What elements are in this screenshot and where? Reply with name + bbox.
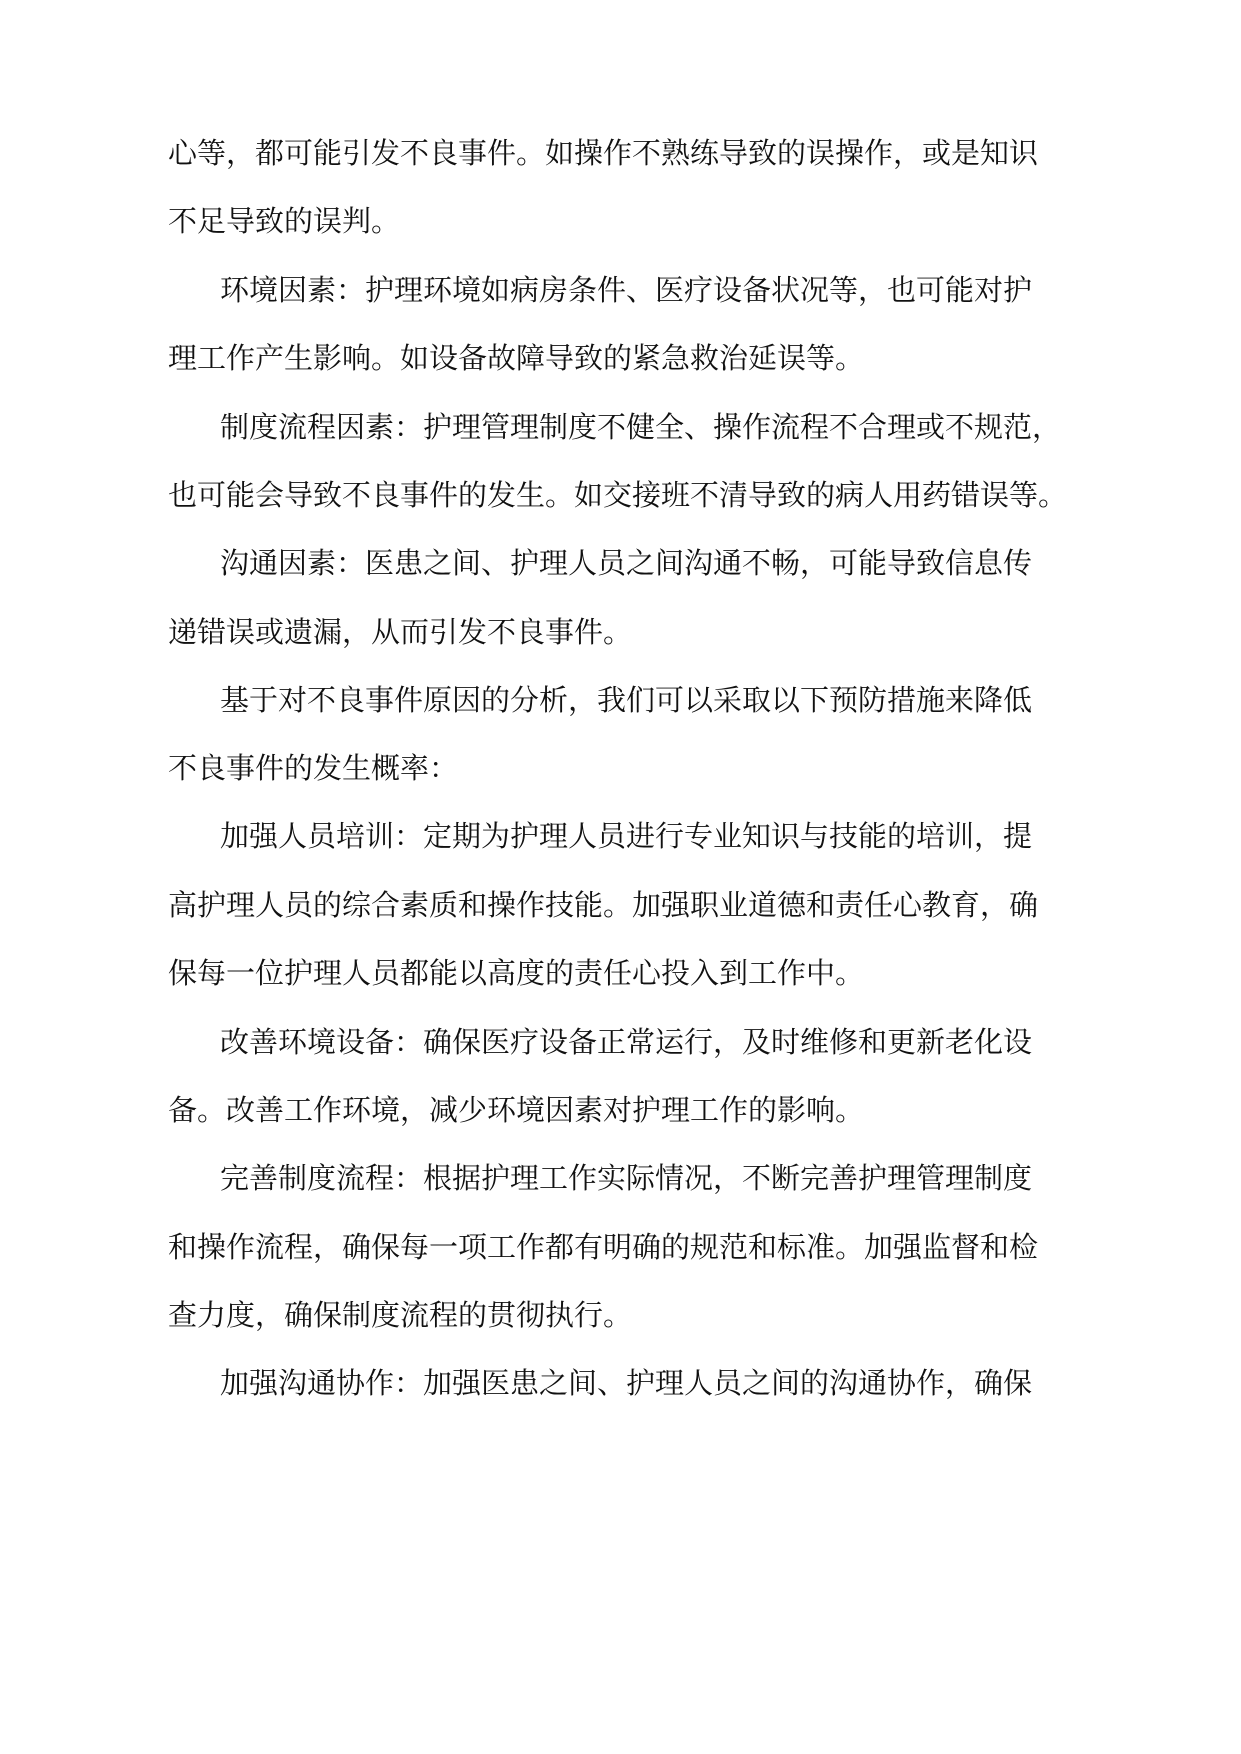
body-text-line: 加强人员培训：定期为护理人员进行专业知识与技能的培训，提 [220, 819, 1033, 853]
body-text-line: 高护理人员的综合素质和操作技能。加强职业道德和责任心教育，确 [168, 888, 1039, 922]
body-text-line: 沟通因素：医患之间、护理人员之间沟通不畅，可能导致信息传 [220, 546, 1033, 580]
body-text-line: 完善制度流程：根据护理工作实际情况，不断完善护理管理制度 [220, 1161, 1033, 1195]
body-text-line: 递错误或遗漏，从而引发不良事件。 [168, 615, 633, 649]
body-text-line: 备。改善工作环境，减少环境因素对护理工作的影响。 [168, 1093, 865, 1127]
body-text-line: 也可能会导致不良事件的发生。如交接班不清导致的病人用药错误等。 [168, 478, 1068, 512]
body-text-line: 制度流程因素：护理管理制度不健全、操作流程不合理或不规范， [220, 410, 1062, 444]
body-text-line: 不足导致的误判。 [168, 204, 401, 238]
body-text-line: 加强沟通协作：加强医患之间、护理人员之间的沟通协作，确保 [220, 1366, 1033, 1400]
body-text-line: 基于对不良事件原因的分析，我们可以采取以下预防措施来降低 [220, 683, 1033, 717]
body-text-line: 和操作流程，确保每一项工作都有明确的规范和标准。加强监督和检 [168, 1230, 1039, 1264]
body-text-line: 不良事件的发生概率： [168, 751, 459, 785]
body-text-line: 改善环境设备：确保医疗设备正常运行，及时维修和更新老化设 [220, 1025, 1033, 1059]
body-text-line: 保每一位护理人员都能以高度的责任心投入到工作中。 [168, 956, 865, 990]
body-text-line: 环境因素：护理环境如病房条件、医疗设备状况等，也可能对护 [220, 273, 1033, 307]
body-text-line: 心等，都可能引发不良事件。如操作不熟练导致的误操作，或是知识 [168, 136, 1039, 170]
body-text-line: 查力度，确保制度流程的贯彻执行。 [168, 1298, 633, 1332]
body-text-line: 理工作产生影响。如设备故障导致的紧急救治延误等。 [168, 341, 865, 375]
